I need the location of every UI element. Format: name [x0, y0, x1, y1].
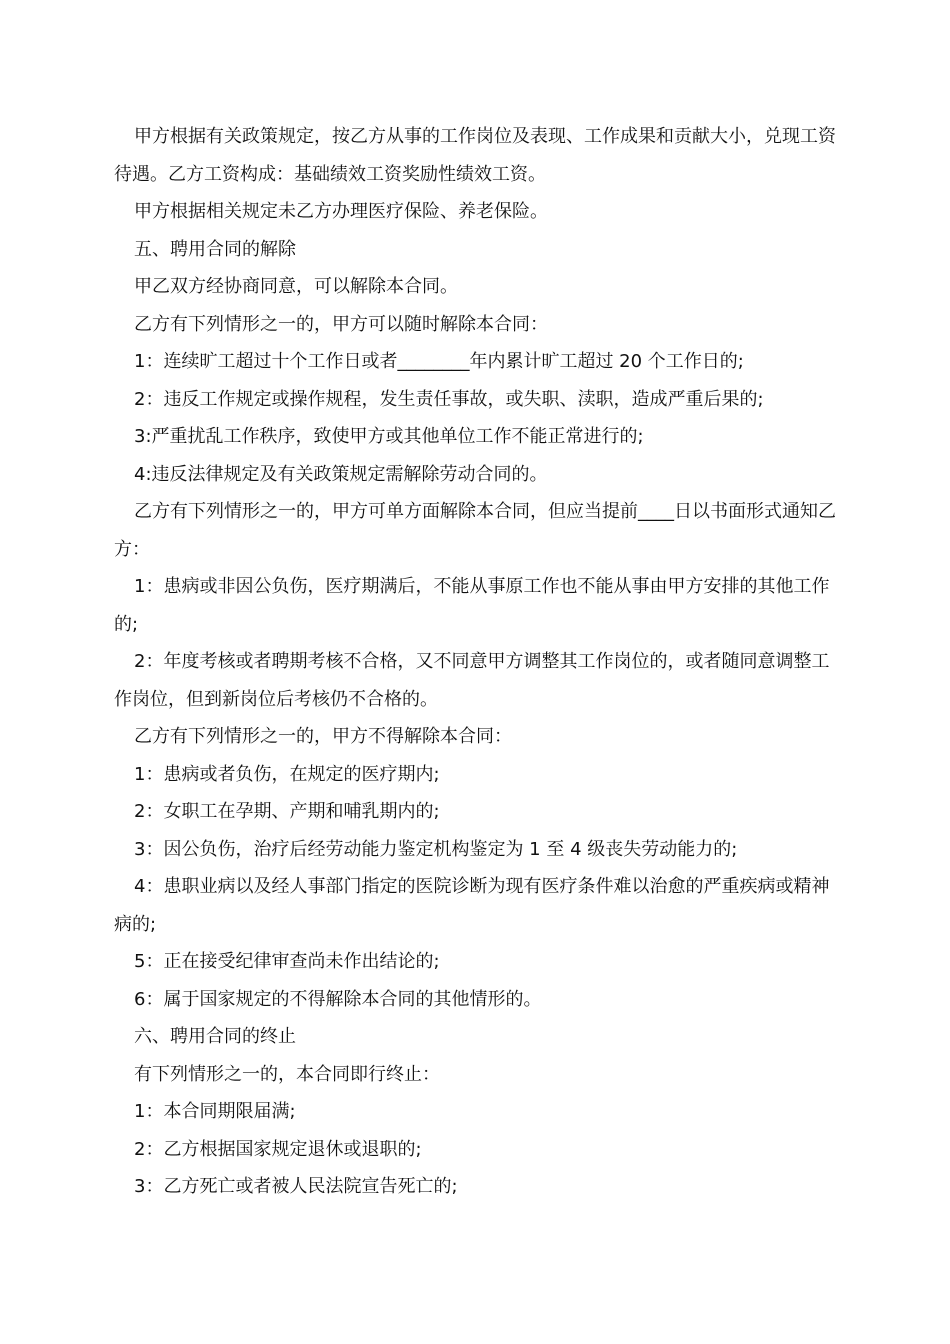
list-item: 3:严重扰乱工作秩序，致使甲方或其他单位工作不能正常进行的; — [134, 426, 644, 447]
paragraph-no-termination-intro: 乙方有下列情形之一的，甲方不得解除本合同： — [134, 726, 512, 747]
section-heading-expiry: 六、聘用合同的终止 — [134, 1026, 296, 1047]
list-item: 1：患病或非因公负伤，医疗期满后，不能从事原工作也不能从事由甲方安排的其他工作的; — [114, 576, 830, 635]
list-item: 2：女职工在孕期、产期和哺乳期内的; — [134, 801, 440, 822]
list-item: 2：违反工作规定或操作规程，发生责任事故，或失职、渎职，造成严重后果的; — [134, 388, 764, 410]
list-item: 3：乙方死亡或者被人民法院宣告死亡的; — [134, 1176, 458, 1197]
paragraph-expiry-intro: 有下列情形之一的，本合同即行终止： — [134, 1063, 440, 1085]
list-item: 6：属于国家规定的不得解除本合同的其他情形的。 — [134, 988, 542, 1010]
list-item: 1：本合同期限届满; — [134, 1101, 296, 1122]
paragraph-salary: 甲方根据有关政策规定，按乙方从事的工作岗位及表现、工作成果和贡献大小，兑现工资待遇。乙方工资构成：基础绩效工资奖励性绩效工资。 — [114, 126, 836, 185]
list-item: 1：连续旷工超过十个工作日或者________年内累计旷工超过 20 个工作日的; — [134, 351, 744, 372]
list-item: 1：患病或者负伤，在规定的医疗期内; — [134, 763, 440, 785]
document-body — [114, 118, 836, 1206]
list-item: 5：正在接受纪律审查尚未作出结论的; — [134, 951, 440, 972]
paragraph-mutual-termination: 甲乙双方经协商同意，可以解除本合同。 — [134, 276, 458, 297]
list-item: 2：乙方根据国家规定退休或退职的; — [134, 1138, 422, 1160]
list-item: 4：患职业病以及经人事部门指定的医院诊断为现有医疗条件难以治愈的严重疾病或精神病的; — [114, 876, 830, 935]
section-heading-termination: 五、聘用合同的解除 — [134, 238, 296, 260]
paragraph-notice-termination-intro: 乙方有下列情形之一的，甲方可单方面解除本合同，但应当提前____日以书面形式通知乙方： — [114, 501, 836, 560]
list-item: 3：因公负伤，治疗后经劳动能力鉴定机构鉴定为 1 至 4 级丧失劳动能力的; — [134, 838, 738, 860]
list-item: 4:违反法律规定及有关政策规定需解除劳动合同的。 — [134, 463, 548, 485]
paragraph-insurance: 甲方根据相关规定未乙方办理医疗保险、养老保险。 — [134, 201, 548, 222]
list-item: 2：年度考核或者聘期考核不合格，又不同意甲方调整其工作岗位的，或者随同意调整工作岗位，但到新岗位后考核仍不合格的。 — [114, 651, 830, 710]
paragraph-immediate-termination-intro: 乙方有下列情形之一的，甲方可以随时解除本合同： — [134, 313, 548, 335]
